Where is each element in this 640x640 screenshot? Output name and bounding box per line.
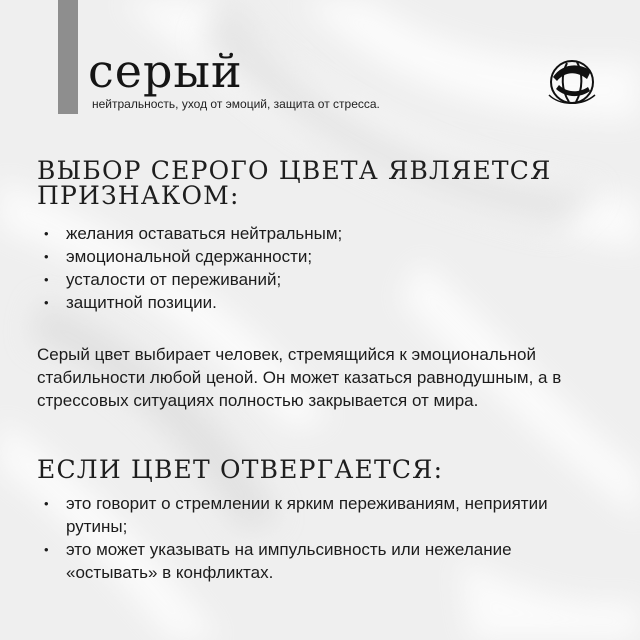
accent-gray-block [58,0,78,114]
list-item: • желания оставаться нейтральным; [44,222,342,245]
list-item: • это говорит о стремлении к ярким переживаниям, неприятии рутины; [44,492,584,538]
list-item: • защитной позиции. [44,291,342,314]
list-item: • усталости от переживаний; [44,268,342,291]
globe-logo-icon [547,57,597,107]
section1-heading: ВЫБОР СЕРОГО ЦВЕТА ЯВЛЯЕТСЯ ПРИЗНАКОМ: [37,156,552,210]
list-item: • эмоциональной сдержанности; [44,245,342,268]
page-title: серый [88,44,243,98]
section1-list [44,222,342,314]
description-paragraph: Серый цвет выбирает человек, стремящийся к эмоциональной стабильности любой ценой. Он может казаться равнодушным, а в стрессовых ситуациях полностью закрывается от мира. [37,345,562,410]
section2-list [44,492,584,584]
section2-heading: ЕСЛИ ЦВЕТ ОТВЕРГАЕТСЯ: [37,455,444,484]
list-item: • это может указывать на импульсивность или нежелание «остывать» в конфликтах. [44,538,584,584]
page-subtitle: нейтральность, уход от эмоций, защита от стресса. [92,97,380,111]
